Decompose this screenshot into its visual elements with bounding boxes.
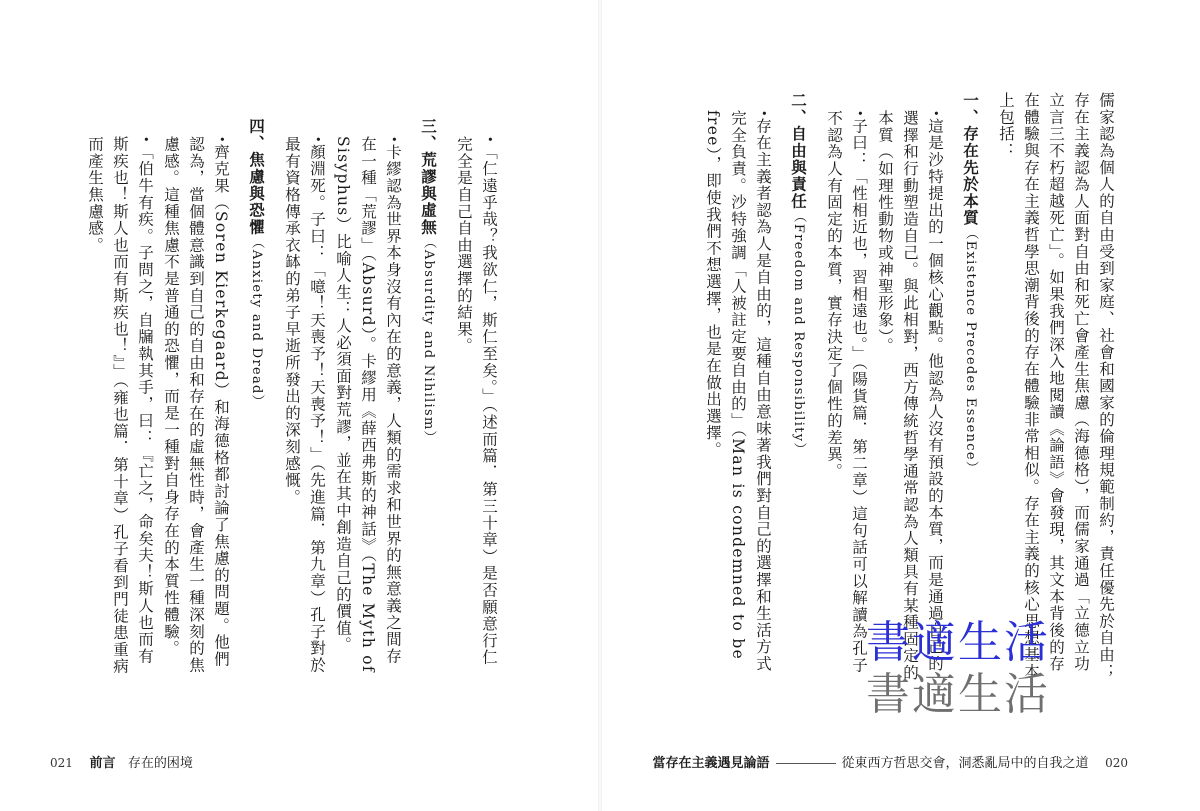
bullet-icon: • <box>387 136 400 144</box>
bullet-icon: • <box>853 110 866 118</box>
bullet-icon: • <box>757 110 770 118</box>
section-label: 前言 <box>89 756 116 771</box>
watermark-blue: 書適生活 <box>866 617 1050 668</box>
section-heading-4 <box>244 118 269 678</box>
book-subtitle: 從東西方哲思交會，洞悉亂局中的自我之道 <box>841 756 1089 771</box>
list-item <box>821 92 872 682</box>
list-item <box>279 118 330 678</box>
list-item <box>872 92 948 682</box>
bullet-icon: • <box>483 136 496 144</box>
section-heading-3 <box>416 118 441 678</box>
list-item-text: 這是沙特提出的一個核心觀點。他認為人沒有預設的本質，而是通過自己的選擇和行動塑造自己。與此相對，西方傳統哲學通常認為人類具有某種固定的本質（如理性動物或神聖形象）。 <box>876 110 944 682</box>
list-item-text: 「仁遠乎哉？我欲仁，斯仁至矣。」（述而篇．第三十章）是否願意行仁完全是自己自由選擇的結果。 <box>455 136 498 666</box>
section-heading-3-title: 三、荒謬與虛無 <box>419 118 438 236</box>
list-item <box>700 92 776 682</box>
left-page-footer <box>50 752 193 771</box>
list-item-text: 子曰：「性相近也，習相遠也。」（陽貨篇．第二章）這句話可以解讀為孔子不認為人有固定的本質，實存決定了個性的差異。 <box>825 110 868 674</box>
bullet-icon: • <box>311 136 324 144</box>
watermark-gray: 書適生活 <box>866 669 1050 720</box>
bullet-icon: • <box>215 136 228 144</box>
section-heading-2 <box>786 92 811 682</box>
list-item <box>451 118 502 678</box>
book-gutter <box>598 0 602 811</box>
list-item <box>330 118 406 678</box>
list-item-text: 卡繆認為世界本身沒有內在的意義，人類的需求和世界的無意義之間存在一種「荒謬」（Absurd）。卡繆用《薛西弗斯的神話》（The Myth of Sisyphus）比喻人生：人必須面對荒謬，並在其中創造自己的價值。 <box>334 136 402 673</box>
page-number-left: 021 <box>50 756 73 770</box>
section-heading-1-title: 一、存在先於本質 <box>961 92 980 227</box>
section-heading-4-english: （Anxiety and Dread） <box>249 235 264 409</box>
footer-rule <box>776 763 836 764</box>
list-item-text: 存在主義者認為人是自由的，這種自由意味著我們對自己的選擇和生活方式完全負責。沙特強調「人被註定要自由的」（Man is condemned to be free），即使我們不想選擇，也是在做出選擇。 <box>704 110 772 673</box>
right-page-body <box>700 92 1118 682</box>
left-page-body <box>82 118 502 678</box>
intro-paragraph: 儒家認為個人的自由受到家庭、社會和國家的倫理規範制約，責任優先於自由；存在主義認為人面對自由和死亡會產生焦慮（海德格），而儒家通過「立德立功立言三不朽超越死亡」。如果我們深入地閱讀《論語》會發現，其文本背後的存在體驗與存在主義哲學思潮背後的存在體驗非常相似。存在主義的核心思想基本上包括： <box>997 92 1115 680</box>
section-heading-2-title: 二、自由與責任 <box>789 92 808 210</box>
section-heading-4-title: 四、焦慮與恐懼 <box>247 118 266 236</box>
list-item-text: 顏淵死。子曰：「噫！天喪予！天喪予！」（先進篇．第九章）孔子對於最有資格傳承衣缽的弟子早逝所發出的深刻感慨。 <box>283 136 326 674</box>
section-heading-1-english: （Existence Precedes Essence） <box>963 226 978 476</box>
book-title: 當存在主義遇見論語 <box>652 756 770 771</box>
list-item-text: 齊克果（Soren Kierkegaard）和海德格都討論了焦慮的問題。他們認為，當個體意識到自己的自由和存在的虛無性時，會產生一種深刻的焦慮感。這種焦慮不是普通的恐懼，而是一種對自身存在的本質性體驗。 <box>162 136 230 674</box>
page-number-right: 020 <box>1105 756 1128 770</box>
section-heading-1 <box>958 92 983 682</box>
bullet-icon: • <box>929 110 942 118</box>
list-item <box>158 118 234 678</box>
section-heading-2-english: （Freedom and Responsibility） <box>791 209 806 457</box>
list-item-text: 「伯牛有疾。子問之，自牖執其手，曰：『亡之，命矣夫！斯人也而有斯疾也！斯人也而有斯疾也！』」（雍也篇．第十章）孔子看到門徒患重病而產生焦慮感。 <box>86 136 154 675</box>
bullet-icon: • <box>139 136 152 144</box>
right-page-footer <box>653 752 1128 771</box>
section-heading-3-english: （Absurdity and Nihilism） <box>421 235 436 445</box>
chapter-title: 存在的困境 <box>127 756 193 771</box>
list-item <box>82 118 158 678</box>
